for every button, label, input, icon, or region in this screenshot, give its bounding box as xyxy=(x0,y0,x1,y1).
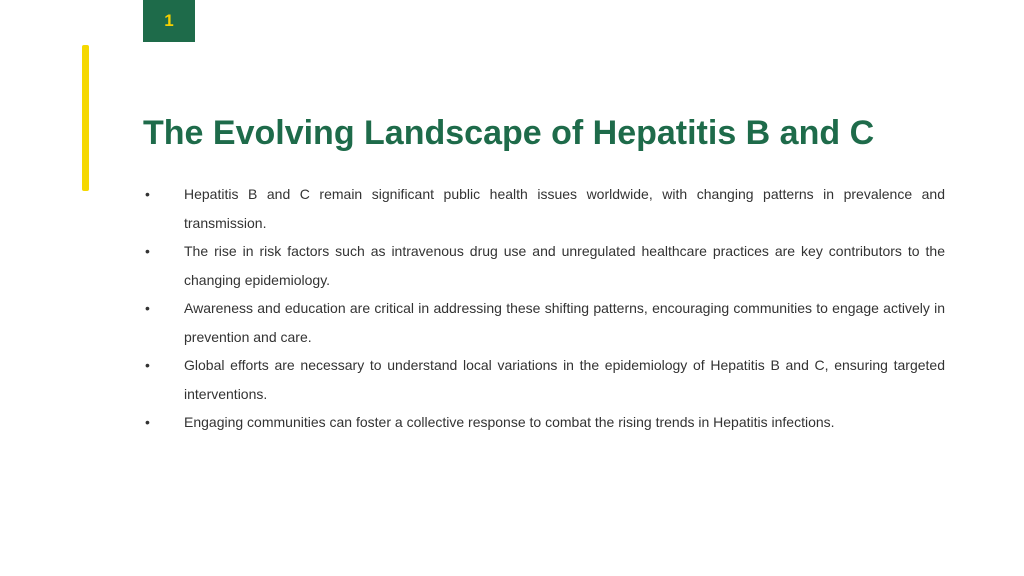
bullet-item xyxy=(143,294,945,351)
bullet-text: Engaging communities can foster a collective response to combat the rising trends in Hepatitis infections. xyxy=(184,414,835,430)
bullet-item xyxy=(143,351,945,408)
bullet-icon: • xyxy=(145,186,150,202)
bullet-icon: • xyxy=(145,357,150,373)
bullet-item xyxy=(143,180,945,237)
bullet-text: The rise in risk factors such as intravenous drug use and unregulated healthcare practices are key contributors to the changing epidemiology. xyxy=(184,243,945,288)
bullet-text: Hepatitis B and C remain significant public health issues worldwide, with changing patterns in prevalence and transmission. xyxy=(184,186,945,231)
bullet-item xyxy=(143,408,945,437)
bullet-icon: • xyxy=(145,243,150,259)
bullet-icon: • xyxy=(145,414,150,430)
accent-bar xyxy=(82,45,89,191)
bullet-text: Global efforts are necessary to understand local variations in the epidemiology of Hepatitis B and C, ensuring targeted interventions. xyxy=(184,357,945,402)
slide-number-badge xyxy=(143,0,195,42)
bullet-text: Awareness and education are critical in addressing these shifting patterns, encouraging communities to engage actively in prevention and care. xyxy=(184,300,945,345)
bullet-list xyxy=(143,180,945,437)
slide-number-text: 1 xyxy=(164,11,174,30)
bullet-item xyxy=(143,237,945,294)
slide-title: The Evolving Landscape of Hepatitis B and C xyxy=(143,114,875,152)
bullet-icon: • xyxy=(145,300,150,316)
